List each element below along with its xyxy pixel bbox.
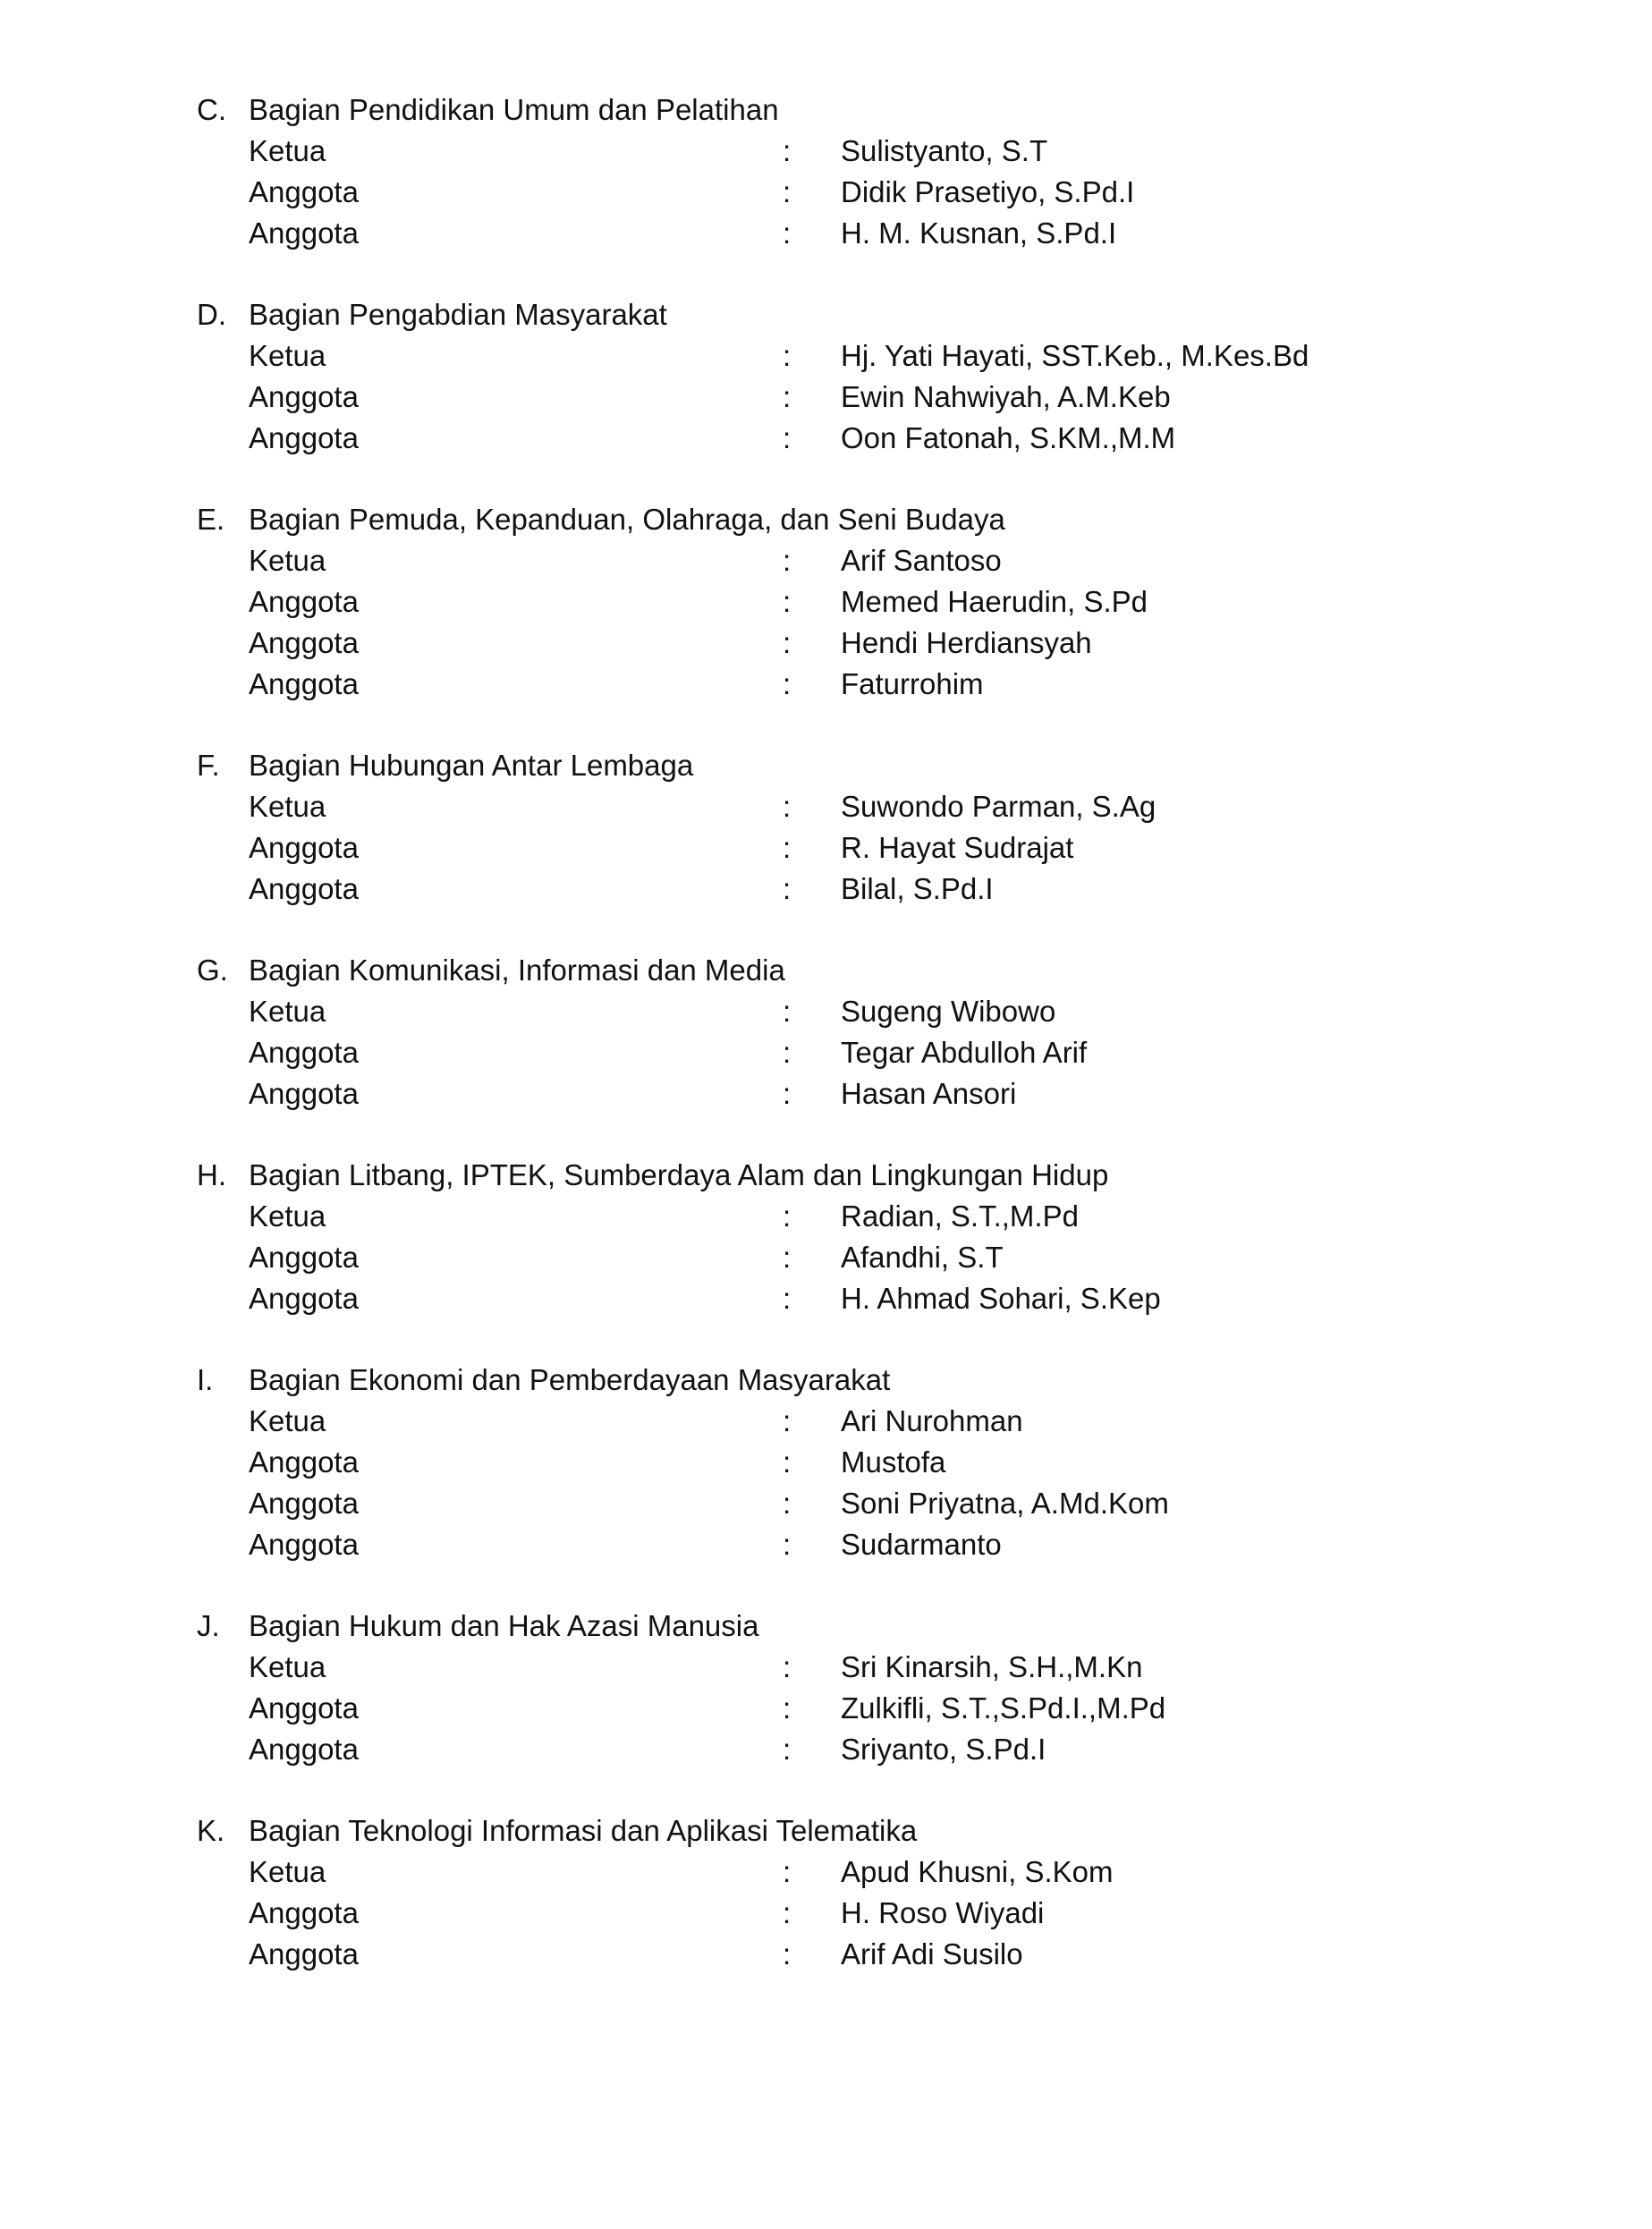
separator-colon: :: [783, 585, 792, 618]
member-role: Ketua: [249, 995, 326, 1028]
member-name: Sriyanto, S.Pd.I: [841, 1733, 1046, 1766]
member-name: Oon Fatonah, S.KM.,M.M: [841, 421, 1176, 454]
section-title: Bagian Ekonomi dan Pemberdayaan Masyarakat: [249, 1363, 891, 1396]
section-letter: K.: [197, 1814, 225, 1847]
member-row: [197, 335, 1538, 377]
member-name: Soni Priyatna, A.Md.Kom: [841, 1487, 1169, 1520]
member-role: Anggota: [249, 1241, 359, 1274]
separator-colon: :: [783, 1650, 792, 1683]
section-title: Bagian Pemuda, Kepanduan, Olahraga, dan Seni Budaya: [249, 503, 1005, 536]
separator-colon: :: [783, 1937, 792, 1971]
section-letter: I.: [197, 1363, 214, 1396]
section-heading: [197, 1606, 1538, 1647]
member-role: Anggota: [249, 1528, 359, 1561]
member-row: [197, 213, 1538, 254]
section-heading: [197, 89, 1538, 131]
member-name: R. Hayat Sudrajat: [841, 831, 1074, 864]
member-role: Ketua: [249, 1199, 326, 1233]
section-heading: [197, 1810, 1538, 1852]
member-row: [197, 664, 1538, 705]
section-heading: [197, 950, 1538, 991]
separator-colon: :: [783, 1487, 792, 1520]
section-title: Bagian Pengabdian Masyarakat: [249, 298, 667, 331]
member-row: [197, 786, 1538, 827]
member-row: [197, 1401, 1538, 1442]
member-row: [197, 1934, 1538, 1975]
member-role: Anggota: [249, 585, 359, 618]
member-role: Anggota: [249, 667, 359, 700]
member-name: Faturrohim: [841, 667, 984, 700]
member-row: [197, 1524, 1538, 1565]
member-row: [197, 1196, 1538, 1237]
member-row: [197, 1442, 1538, 1483]
separator-colon: :: [783, 1445, 792, 1479]
member-row: [197, 1073, 1538, 1114]
member-row: [197, 131, 1538, 172]
member-role: Anggota: [249, 421, 359, 454]
member-role: Ketua: [249, 1855, 326, 1888]
member-role: Ketua: [249, 1404, 326, 1437]
member-name: Hendi Herdiansyah: [841, 626, 1092, 659]
member-row: [197, 377, 1538, 418]
member-name: Sugeng Wibowo: [841, 995, 1056, 1028]
member-role: Anggota: [249, 1937, 359, 1971]
section-letter: F.: [197, 749, 220, 782]
separator-colon: :: [783, 1733, 792, 1766]
separator-colon: :: [783, 544, 792, 577]
committee-section: [197, 950, 1538, 1114]
section-letter: J.: [197, 1609, 220, 1642]
section-heading: [197, 745, 1538, 786]
member-role: Ketua: [249, 1650, 326, 1683]
member-row: [197, 1278, 1538, 1319]
section-heading: [197, 294, 1538, 335]
section-title: Bagian Hubungan Antar Lembaga: [249, 749, 694, 782]
member-row: [197, 869, 1538, 910]
member-name: Tegar Abdulloh Arif: [841, 1036, 1088, 1069]
member-role: Anggota: [249, 380, 359, 413]
member-role: Anggota: [249, 1445, 359, 1479]
committee-section: [197, 1810, 1538, 1975]
member-name: Mustofa: [841, 1445, 946, 1479]
separator-colon: :: [783, 380, 792, 413]
separator-colon: :: [783, 1282, 792, 1315]
member-row: [197, 540, 1538, 581]
separator-colon: :: [783, 1896, 792, 1929]
section-heading: [197, 1155, 1538, 1196]
committee-section: [197, 1606, 1538, 1770]
member-name: H. Ahmad Sohari, S.Kep: [841, 1282, 1161, 1315]
member-name: Ari Nurohman: [841, 1404, 1023, 1437]
separator-colon: :: [783, 667, 792, 700]
member-name: Memed Haerudin, S.Pd: [841, 585, 1148, 618]
section-letter: E.: [197, 503, 225, 536]
section-letter: G.: [197, 953, 228, 987]
separator-colon: :: [783, 175, 792, 208]
section-heading: [197, 499, 1538, 540]
member-row: [197, 1852, 1538, 1893]
committee-section: [197, 89, 1538, 254]
member-role: Anggota: [249, 175, 359, 208]
section-title: Bagian Pendidikan Umum dan Pelatihan: [249, 93, 779, 126]
member-name: H. Roso Wiyadi: [841, 1896, 1045, 1929]
member-role: Anggota: [249, 1036, 359, 1069]
section-heading: [197, 1360, 1538, 1401]
member-row: [197, 1893, 1538, 1934]
separator-colon: :: [783, 995, 792, 1028]
member-row: [197, 1032, 1538, 1073]
separator-colon: :: [783, 216, 792, 250]
committee-section: [197, 745, 1538, 910]
member-name: Apud Khusni, S.Kom: [841, 1855, 1114, 1888]
member-name: Ewin Nahwiyah, A.M.Keb: [841, 380, 1171, 413]
section-title: Bagian Litbang, IPTEK, Sumberdaya Alam dan Lingkungan Hidup: [249, 1158, 1109, 1191]
member-role: Anggota: [249, 626, 359, 659]
separator-colon: :: [783, 1855, 792, 1888]
member-row: [197, 418, 1538, 459]
committee-section: [197, 1360, 1538, 1565]
separator-colon: :: [783, 421, 792, 454]
separator-colon: :: [783, 339, 792, 372]
member-role: Ketua: [249, 790, 326, 823]
member-name: H. M. Kusnan, S.Pd.I: [841, 216, 1117, 250]
member-name: Arif Santoso: [841, 544, 1002, 577]
member-name: Hj. Yati Hayati, SST.Keb., M.Kes.Bd: [841, 339, 1309, 372]
member-role: Anggota: [249, 831, 359, 864]
separator-colon: :: [783, 134, 792, 167]
member-name: Arif Adi Susilo: [841, 1937, 1023, 1971]
member-role: Ketua: [249, 339, 326, 372]
member-row: [197, 172, 1538, 213]
separator-colon: :: [783, 1199, 792, 1233]
member-role: Ketua: [249, 134, 326, 167]
separator-colon: :: [783, 1404, 792, 1437]
member-row: [197, 1729, 1538, 1770]
member-role: Anggota: [249, 1282, 359, 1315]
member-name: Zulkifli, S.T.,S.Pd.I.,M.Pd: [841, 1691, 1166, 1725]
member-row: [197, 827, 1538, 869]
section-title: Bagian Teknologi Informasi dan Aplikasi Telematika: [249, 1814, 918, 1847]
member-row: [197, 1237, 1538, 1278]
section-title: Bagian Hukum dan Hak Azasi Manusia: [249, 1609, 759, 1642]
member-role: Anggota: [249, 1691, 359, 1725]
separator-colon: :: [783, 626, 792, 659]
separator-colon: :: [783, 790, 792, 823]
committee-section: [197, 1155, 1538, 1319]
committee-section: [197, 294, 1538, 459]
member-row: [197, 1688, 1538, 1729]
member-name: Sulistyanto, S.T: [841, 134, 1048, 167]
section-letter: C.: [197, 93, 226, 126]
section-letter: H.: [197, 1158, 226, 1191]
member-name: Sudarmanto: [841, 1528, 1002, 1561]
member-role: Anggota: [249, 1733, 359, 1766]
member-role: Anggota: [249, 872, 359, 905]
member-row: [197, 991, 1538, 1032]
separator-colon: :: [783, 1036, 792, 1069]
member-role: Anggota: [249, 1077, 359, 1110]
member-name: Suwondo Parman, S.Ag: [841, 790, 1156, 823]
member-role: Anggota: [249, 216, 359, 250]
committee-section: [197, 499, 1538, 705]
section-title: Bagian Komunikasi, Informasi dan Media: [249, 953, 785, 987]
member-name: Sri Kinarsih, S.H.,M.Kn: [841, 1650, 1143, 1683]
member-row: [197, 1483, 1538, 1524]
separator-colon: :: [783, 1528, 792, 1561]
member-name: Afandhi, S.T: [841, 1241, 1004, 1274]
member-row: [197, 1647, 1538, 1688]
member-name: Bilal, S.Pd.I: [841, 872, 994, 905]
member-role: Anggota: [249, 1487, 359, 1520]
separator-colon: :: [783, 1241, 792, 1274]
member-row: [197, 581, 1538, 623]
separator-colon: :: [783, 1077, 792, 1110]
member-row: [197, 623, 1538, 664]
separator-colon: :: [783, 1691, 792, 1725]
member-role: Anggota: [249, 1896, 359, 1929]
member-name: Radian, S.T.,M.Pd: [841, 1199, 1079, 1233]
separator-colon: :: [783, 831, 792, 864]
member-name: Didik Prasetiyo, S.Pd.I: [841, 175, 1135, 208]
section-letter: D.: [197, 298, 226, 331]
separator-colon: :: [783, 872, 792, 905]
member-name: Hasan Ansori: [841, 1077, 1017, 1110]
member-role: Ketua: [249, 544, 326, 577]
committee-list: [197, 89, 1538, 2015]
